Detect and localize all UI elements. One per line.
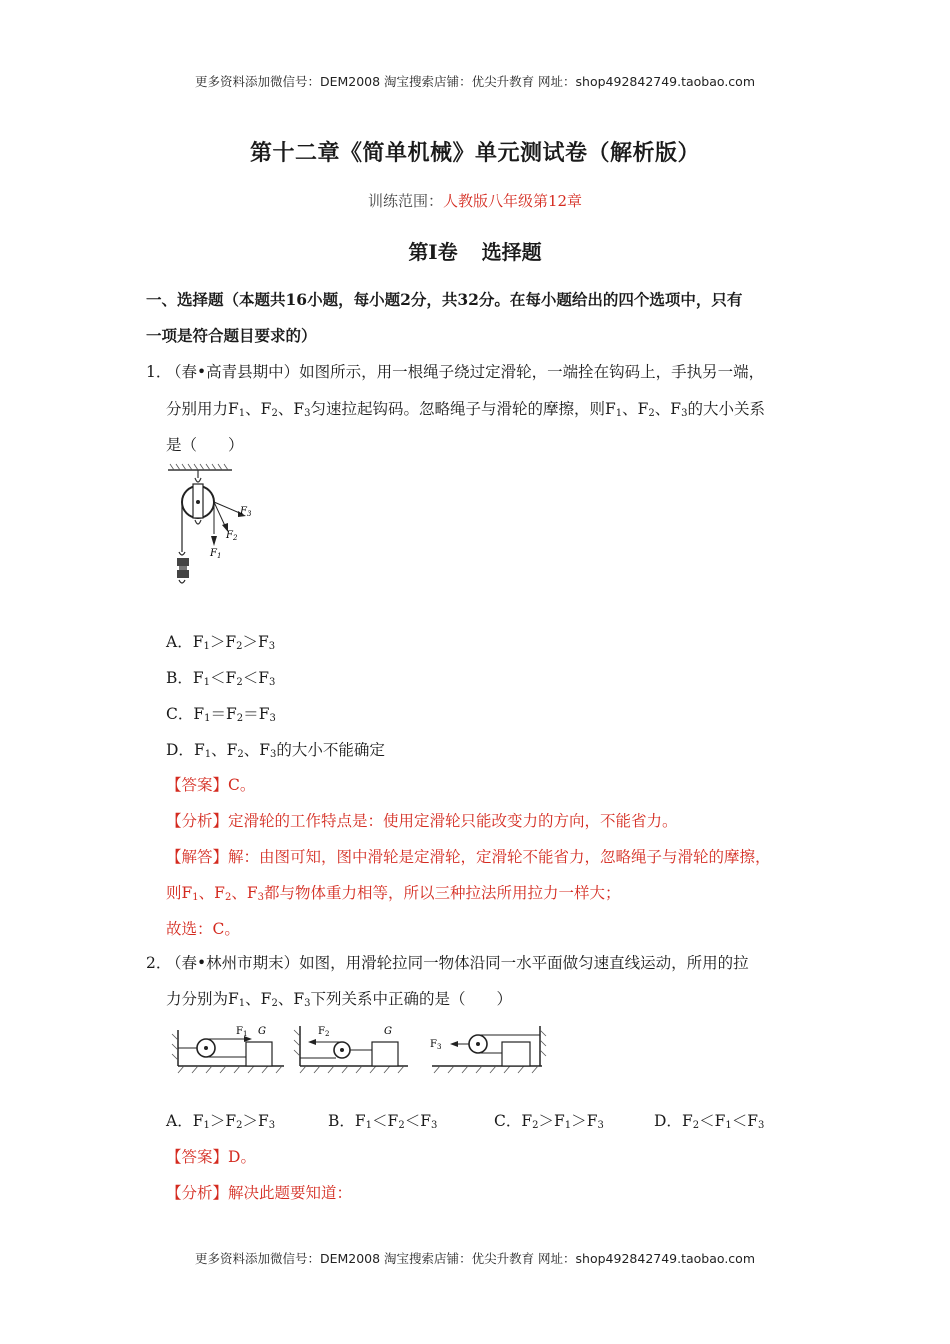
- page-footer: 更多资料添加微信号：DEM2008 淘宝搜索店铺：优尖升教育 网址：shop492842749.taobao.com: [194, 1251, 756, 1266]
- fig2-label-f2: $F_2$: [318, 1026, 330, 1038]
- horizontal-pulleys-figure: [162, 1020, 552, 1080]
- q1-text-a: 分别用力: [166, 400, 229, 418]
- page-header: 更多资料添加微信号：DEM2008 淘宝搜索店铺：优尖升教育 网址：shop492842749.taobao.com: [194, 74, 756, 89]
- q1-text-b: 匀速拉起钩码。忽略绳子与滑轮的摩擦，则: [310, 400, 605, 418]
- fig2-label-f1: $F_1$: [236, 1026, 248, 1038]
- question-1-line3: 是（ ）: [166, 436, 244, 454]
- q1-option-a[interactable]: A．$F_1>F_2>F_3$: [166, 633, 276, 652]
- fig1-label-f2: $F_2$: [226, 530, 238, 542]
- q1-force-f1: $F_1$: [228, 400, 246, 419]
- pulley-setup-1: [172, 1026, 284, 1073]
- q2-option-c[interactable]: C．$F_2>F_1>F_3$: [494, 1112, 604, 1131]
- q2-answer: 【答案】D。: [166, 1148, 256, 1166]
- fig1-label-f3: $F_3$: [240, 506, 252, 518]
- question-2-number: 2．: [146, 954, 172, 972]
- training-scope-label: 训练范围：: [367, 192, 443, 210]
- volume-heading: [0, 236, 950, 265]
- pulley-setup-2: [294, 1026, 408, 1073]
- volume-number: 第Ⅰ卷: [408, 240, 458, 264]
- section-instructions-line1: 一、选择题（本题共16小题，每小题2分，共32分。在每小题给出的四个选项中，只有: [146, 290, 743, 309]
- volume-name: 选择题: [481, 240, 542, 264]
- question-1-number: 1．: [146, 363, 172, 381]
- section-instructions-line2: 一项是符合题目要求的）: [146, 326, 317, 345]
- fig2-label-g2: G: [384, 1026, 392, 1037]
- pulley-setup-3: [430, 1026, 546, 1073]
- question-1-line2: 分别用力$F_1$、$F_2$、$F_3$匀速拉起钩码。忽略绳子与滑轮的摩擦，则$F_1$、$F_2$、$F_3$的大小关系: [166, 400, 765, 419]
- q2-option-a[interactable]: A．$F_1>F_2>F_3$: [166, 1112, 276, 1131]
- fig1-label-f1: $F_1$: [210, 548, 222, 560]
- q1-option-d[interactable]: D．$F_1$、$F_2$、$F_3$的大小不能确定: [166, 741, 385, 760]
- q1-analysis: 【分析】定滑轮的工作特点是：使用定滑轮只能改变力的方向，不能省力。: [166, 812, 678, 830]
- question-1-line1: （春•高青县期中）如图所示，用一根绳子绕过定滑轮，一端拴在钩码上，手执另一端，: [166, 363, 765, 381]
- fixed-pulley-figure: [162, 462, 262, 592]
- training-scope: [0, 190, 950, 211]
- q1-solution-line2: 则$F_1$、$F_2$、$F_3$都与物体重力相等，所以三种拉法所用拉力一样大；: [166, 884, 621, 903]
- q1-text-c: 的大小关系: [687, 400, 765, 418]
- q1-solution-line3: 故选：C。: [166, 920, 240, 938]
- q1-force-f3: $F_3$: [293, 400, 311, 419]
- training-scope-value: 人教版八年级第12章: [442, 192, 583, 210]
- q1-option-c[interactable]: C．$F_1=F_2=F_3$: [166, 705, 276, 724]
- q2-option-d[interactable]: D．$F_2<F_1<F_3$: [654, 1112, 765, 1131]
- document-title: 第十二章《简单机械》单元测试卷（解析版）: [249, 140, 700, 166]
- question-2-line2: 力分别为$F_1$、$F_2$、$F_3$下列关系中正确的是（ ）: [166, 990, 512, 1009]
- q1-answer: 【答案】C。: [166, 776, 256, 794]
- fig2-label-f3: $F_3$: [430, 1039, 442, 1051]
- q1-force-f2: $F_2$: [260, 400, 278, 419]
- q2-analysis: 【分析】解决此题要知道：: [166, 1184, 353, 1202]
- q1-option-b[interactable]: B．$F_1<F_2<F_3$: [166, 669, 276, 688]
- q1-solution-line1: 【解答】解：由图可知，图中滑轮是定滑轮，定滑轮不能省力，忽略绳子与滑轮的摩擦，: [166, 848, 771, 866]
- question-2-line1: （春•林州市期末）如图，用滑轮拉同一物体沿同一水平面做匀速直线运动，所用的拉: [166, 954, 749, 972]
- fig2-label-g1: G: [258, 1026, 266, 1037]
- q2-option-b[interactable]: B．$F_1<F_2<F_3$: [328, 1112, 438, 1131]
